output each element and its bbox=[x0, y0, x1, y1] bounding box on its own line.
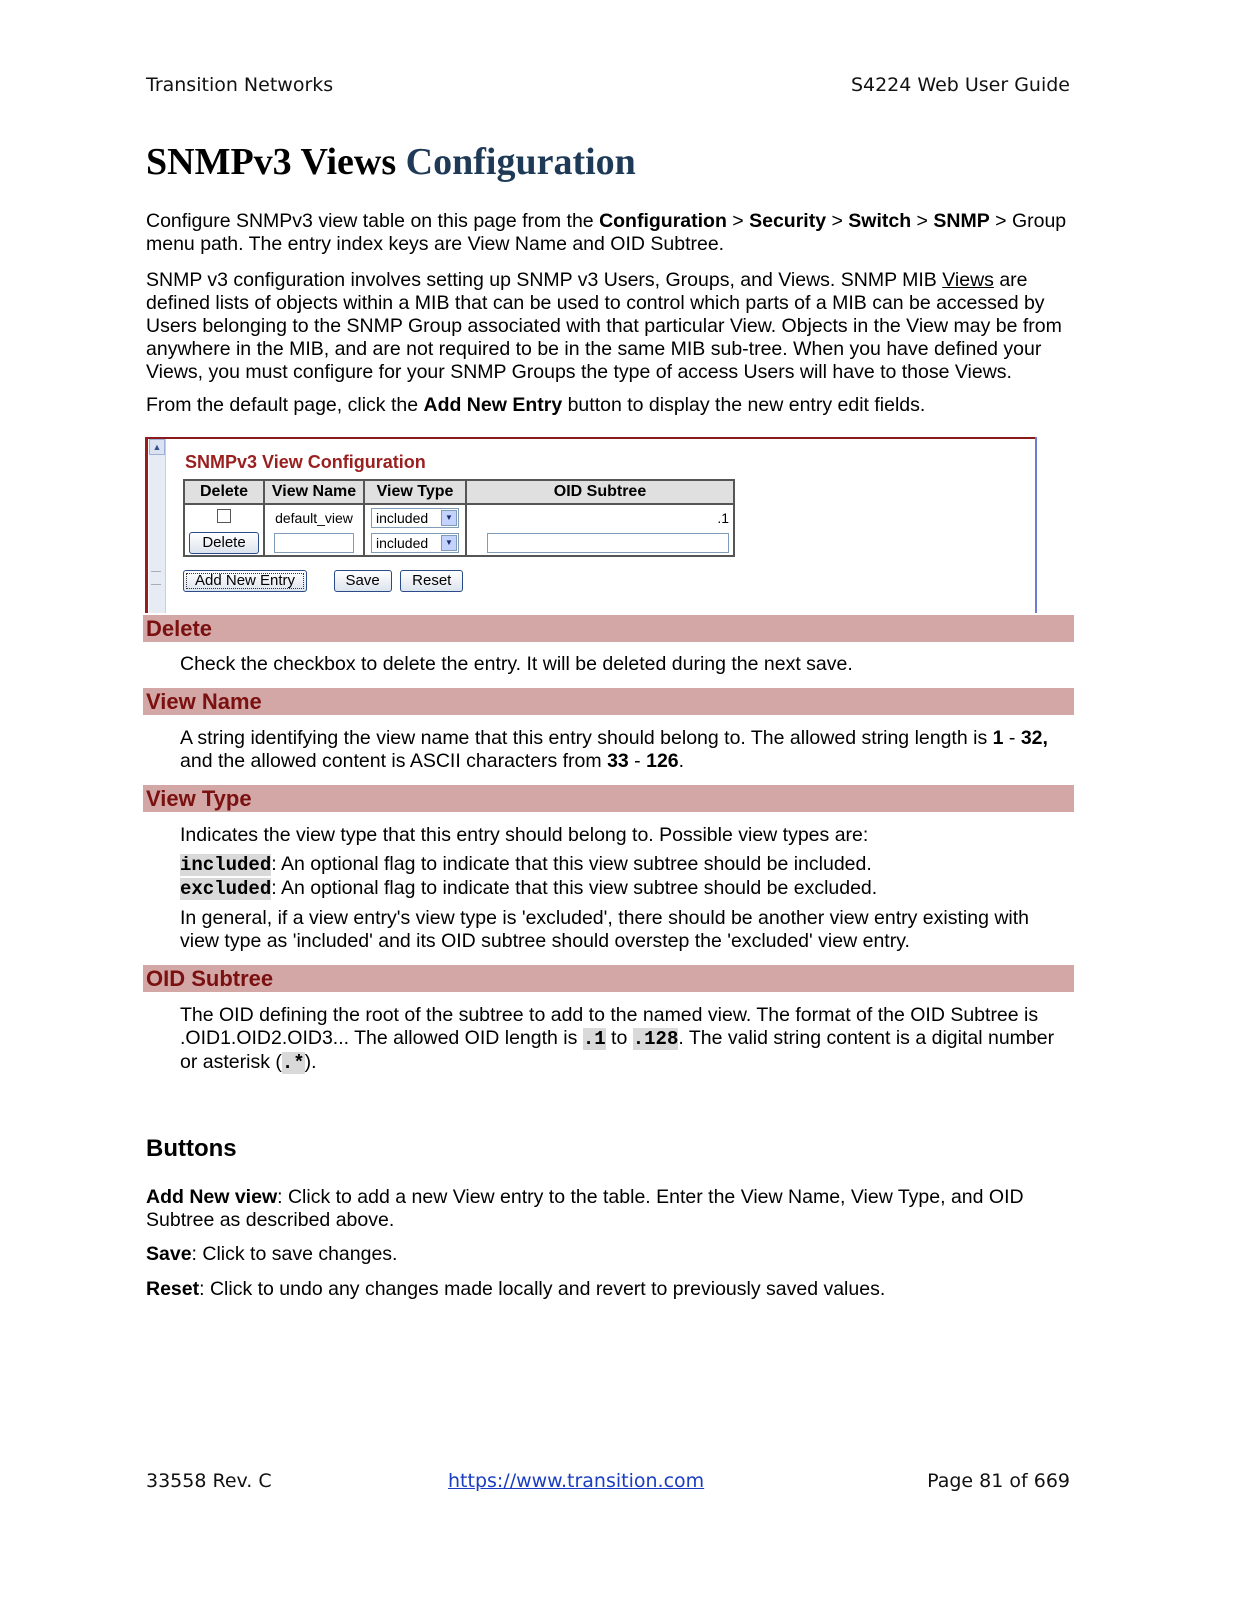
reset-description: Reset: Click to undo any changes made locally and revert to previously saved values. bbox=[146, 1278, 886, 1300]
oid-description: The OID defining the root of the subtree to add to the named view. The format of the OID Subtree is .OID1.OID2.OID3... The allowed OID length is .1 to .128. The valid string content is a digital number or asterisk (.*). bbox=[180, 1004, 1055, 1074]
view-name-description: A string identifying the view name that this entry should belong to. The allowed string length is 1 - 32, and the allowed content is ASCII characters from 33 - 126. bbox=[180, 727, 1048, 772]
intro-paragraph-3: From the default page, click the Add New Entry button to display the new entry edit fields. bbox=[146, 394, 926, 416]
oid-subtree-input[interactable] bbox=[487, 533, 729, 553]
save-description: Save: Click to save changes. bbox=[146, 1243, 398, 1265]
col-oid-subtree: OID Subtree bbox=[466, 480, 734, 504]
table-row bbox=[184, 504, 734, 530]
footer-revision: 33558 Rev. C bbox=[146, 1470, 272, 1492]
view-type-general: In general, if a view entry's view type is 'excluded', there should be another view entry existing with view type as 'included' and its OID subtree should overstep the 'excluded' view entry. bbox=[180, 907, 1030, 952]
col-view-name: View Name bbox=[264, 480, 364, 504]
table-row bbox=[184, 530, 734, 556]
view-type-excluded: excluded: An optional flag to indicate that this view subtree should be excluded. bbox=[180, 877, 878, 900]
col-delete: Delete bbox=[184, 480, 264, 504]
delete-checkbox[interactable] bbox=[217, 509, 231, 523]
title-part1: SNMPv3 Views bbox=[146, 141, 397, 183]
scroll-up-arrow-icon[interactable]: ▲ bbox=[149, 439, 165, 455]
scroll-grip-icon bbox=[151, 571, 161, 585]
scrollbar[interactable] bbox=[149, 439, 166, 613]
section-heading-view-type: View Type bbox=[143, 785, 1074, 812]
col-view-type: View Type bbox=[364, 480, 466, 504]
reset-button[interactable]: Reset bbox=[400, 570, 463, 592]
buttons-heading: Buttons bbox=[146, 1135, 237, 1162]
footer-page-number: Page 81 of 669 bbox=[927, 1470, 1070, 1492]
row-delete-button[interactable]: Delete bbox=[189, 532, 258, 554]
view-table bbox=[183, 479, 735, 557]
table-header bbox=[184, 480, 734, 504]
oid-value: .1 bbox=[466, 504, 734, 530]
title-part2: Configuration bbox=[405, 141, 636, 183]
chevron-down-icon: ▼ bbox=[441, 535, 457, 551]
button-row bbox=[183, 570, 463, 592]
panel-title: SNMPv3 View Configuration bbox=[185, 452, 426, 472]
intro-paragraph-1: Configure SNMPv3 view table on this page from the Configuration > Security > Switch > SNMP > Group menu path. The entry index keys are View Name and OID Subtree. bbox=[146, 210, 1067, 255]
config-screenshot bbox=[145, 437, 1037, 613]
intro-paragraph-2: SNMP v3 configuration involves setting up SNMP v3 Users, Groups, and Views. SNMP MIB Views are defined lists of objects within a MIB that can be used to control which parts of a MIB can be accessed by Users belonging to the SNMP Group associated with that particular View. Objects in the View may be from anywhere in the MIB, and are not required to be in the same MIB sub-tree. When you have defined your Views, you must configure for your SNMP Groups the type of access Users will have to those Views. bbox=[146, 269, 1062, 383]
page-title bbox=[146, 140, 636, 184]
view-type-select[interactable]: included ▼ bbox=[371, 508, 459, 528]
section-heading-delete: Delete bbox=[143, 615, 1074, 642]
footer-link-wrap bbox=[448, 1470, 704, 1492]
view-name-input[interactable] bbox=[274, 533, 354, 553]
view-type-select-new[interactable]: included ▼ bbox=[371, 533, 459, 553]
view-name-value: default_view bbox=[264, 504, 364, 530]
view-type-included: included: An optional flag to indicate that this view subtree should be included. bbox=[180, 853, 872, 876]
section-heading-view-name: View Name bbox=[143, 688, 1074, 715]
delete-description: Check the checkbox to delete the entry. It will be deleted during the next save. bbox=[180, 653, 853, 675]
add-new-entry-button[interactable]: Add New Entry bbox=[183, 570, 307, 592]
save-button[interactable]: Save bbox=[334, 570, 392, 592]
footer-link[interactable]: https://www.transition.com bbox=[448, 1470, 705, 1492]
section-heading-oid-subtree: OID Subtree bbox=[143, 965, 1074, 992]
add-new-view-description: Add New view: Click to add a new View entry to the table. Enter the View Name, View Type, and OID Subtree as described above. bbox=[146, 1186, 1024, 1231]
header-left: Transition Networks bbox=[146, 74, 334, 96]
header-right: S4224 Web User Guide bbox=[850, 74, 1070, 96]
view-type-intro: Indicates the view type that this entry should belong to. Possible view types are: bbox=[180, 824, 869, 846]
chevron-down-icon: ▼ bbox=[441, 510, 457, 526]
